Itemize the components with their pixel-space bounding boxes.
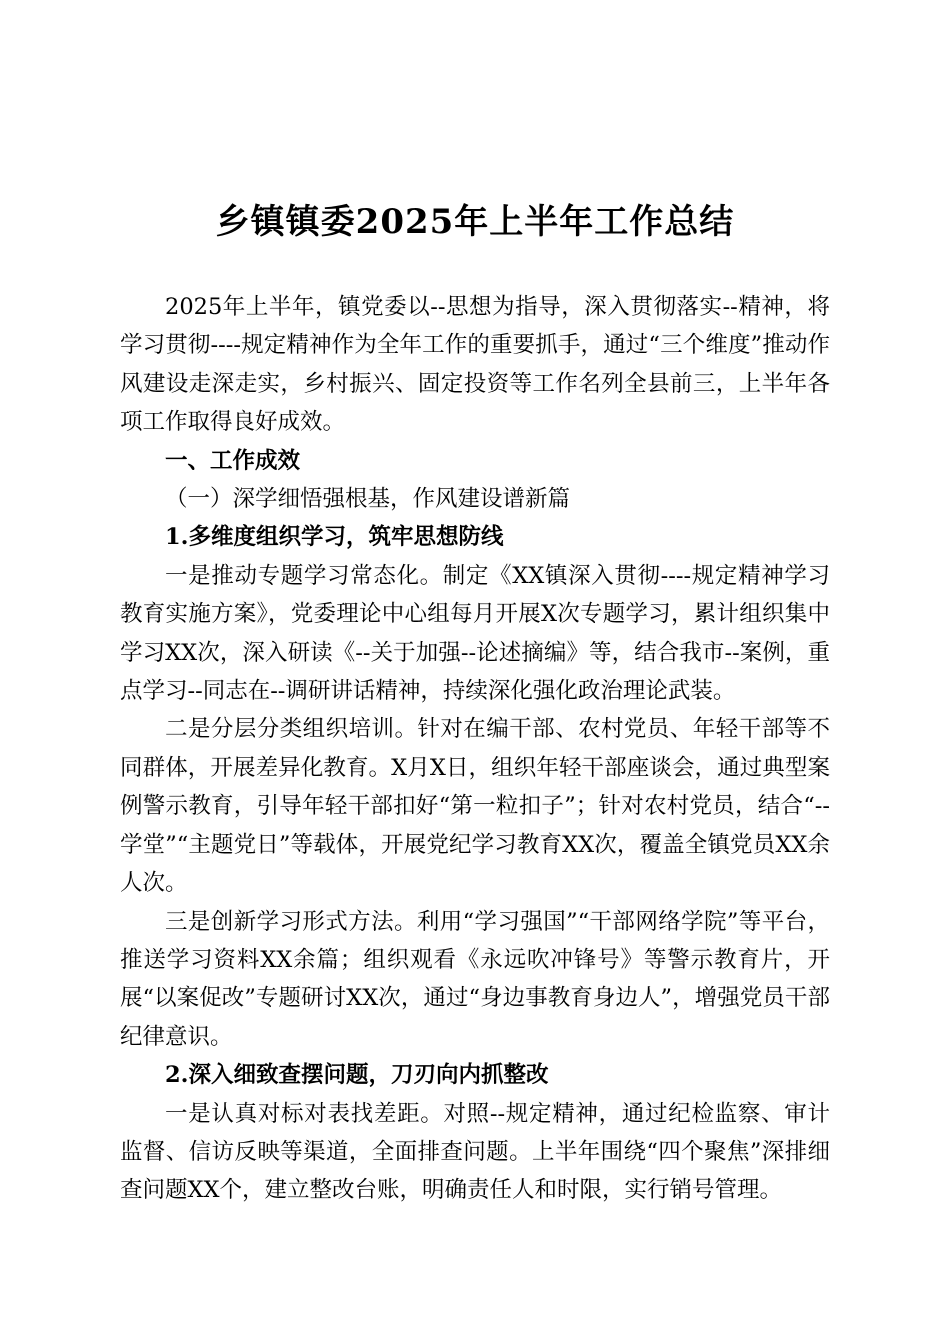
intro-paragraph: 2025年上半年，镇党委以--思想为指导，深入贯彻落实--精神，将学习贯彻----规定精神作为全年工作的重要抓手，通过“三个维度”推动作风建设走深走实，乡村振兴、固定投资等工作名列全县前三，上半年各项工作取得良好成效。 [120,294,830,436]
section-heading: 一、工作成效 [165,447,301,474]
document-title: 乡镇镇委2025年上半年工作总结 [215,202,735,242]
document-body [120,288,830,1210]
item-heading: 1.多维度组织学习，筑牢思想防线 [165,524,504,551]
item-heading: 2.深入细致查摆问题，刀刃向内抓整改 [165,1062,549,1089]
body-paragraph: 二是分层分类组织培训。针对在编干部、农村党员、年轻干部等不同群体，开展差异化教育。X月X日，组织年轻干部座谈会，通过典型案例警示教育，引导年轻干部扣好“第一粒扣子”；针对农村党员，结合“--学堂”“主题党日”等载体，开展党纪学习教育XX次，覆盖全镇党员XX余人次。 [120,716,830,897]
body-paragraph: 一是认真对标对表找差距。对照--规定精神，通过纪检监察、审计监督、信访反映等渠道，全面排查问题。上半年围绕“四个聚焦”深排细查问题XX个，建立整改台账，明确责任人和时限，实行销号管理。 [120,1100,830,1204]
body-paragraph: 三是创新学习形式方法。利用“学习强国”“干部网络学院”等平台，推送学习资料XX余篇；组织观看《永远吹冲锋号》等警示教育片，开展“以案促改”专题研讨XX次，通过“身边事教育身边人”，增强党员干部纪律意识。 [120,908,830,1050]
subsection-heading: （一）深学细悟强根基，作风建设谱新篇 [165,486,571,513]
body-paragraph: 一是推动专题学习常态化。制定《XX镇深入贯彻----规定精神学习教育实施方案》，党委理论中心组每月开展X次专题学习，累计组织集中学习XX次，深入研读《--关于加强--论述摘编》等，结合我市--案例，重点学习--同志在--调研讲话精神，持续深化强化政治理论武装。 [120,562,830,705]
